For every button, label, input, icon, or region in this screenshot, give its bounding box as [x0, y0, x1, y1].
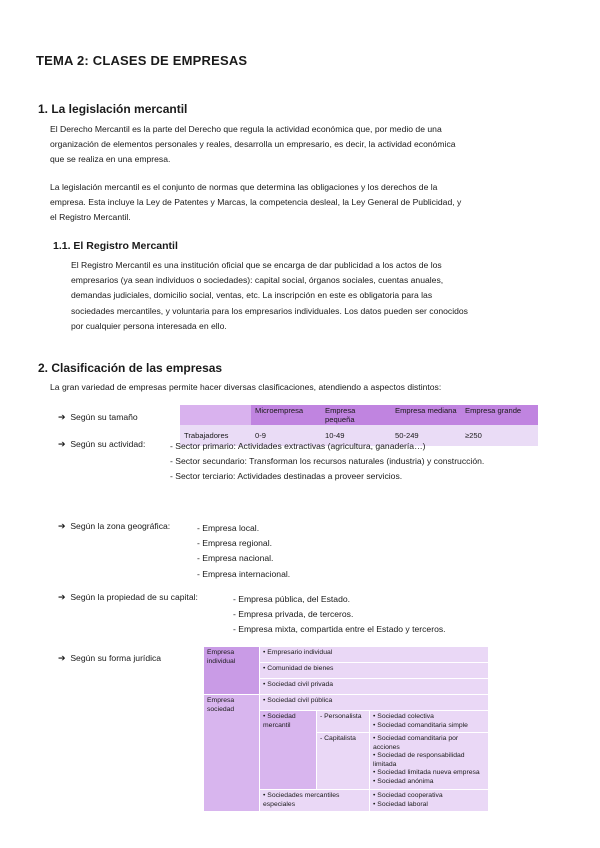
legal-form-table: [203, 646, 489, 812]
list-item: - Sector terciario: Actividades destinadas a proveer servicios.: [170, 471, 403, 482]
list-item: • Sociedad civil privada: [260, 679, 489, 695]
size-table-cell: 50-249: [391, 425, 461, 446]
page-title: TEMA 2: CLASES DE EMPRESAS: [36, 53, 248, 68]
section-2-intro: La gran variedad de empresas permite hacer diversas clasificaciones, atendiendo a aspectos distintos:: [50, 382, 442, 392]
list-item: • Comunidad de bienes: [260, 663, 489, 679]
arrow-icon: ➔: [58, 521, 66, 531]
arrow-icon: ➔: [58, 592, 66, 602]
section-2-heading: 2. Clasificación de las empresas: [38, 361, 223, 375]
list-item: - Empresa local.: [197, 523, 260, 533]
list-item: - Sector secundario: Transforman los recursos naturales (industria) y construcción.: [170, 456, 485, 467]
individual-header: Empresa individual: [204, 647, 260, 695]
list-item: - Empresa regional.: [197, 538, 272, 549]
size-table-header-cell: Empresa mediana: [391, 405, 461, 425]
list-item: - Empresa internacional.: [197, 568, 291, 579]
mercantil-cell: • Sociedad mercantil: [260, 711, 317, 790]
list-item: - Empresa mixta, compartida entre el Estado y terceros.: [233, 624, 446, 635]
size-table-header: [180, 405, 538, 425]
size-table-header-cell: Empresa grande: [461, 405, 538, 425]
criterion-activity: ➔ Según su actividad:: [58, 439, 146, 449]
size-table-header-cell: Empresa pequeña: [321, 405, 391, 425]
size-table-cell: ≥250: [461, 425, 538, 446]
sociedad-header: Empresa sociedad: [204, 695, 260, 812]
arrow-icon: ➔: [58, 412, 66, 422]
criterion-zone: ➔ Según la zona geográfica:: [58, 521, 171, 531]
list-item: • Sociedad civil pública: [260, 695, 489, 711]
list-item: - Empresa nacional.: [197, 553, 274, 564]
criterion-capital: ➔ Según la propiedad de su capital:: [58, 592, 198, 602]
section-1-paragraph-2: La legislación mercantil es el conjunto de normas que determina las obligaciones y los derechos de la empresa. Esta incluye la Ley de Patentes y Marcas, la competencia desleal, la Ley General de Publicidad, y el Registro Mercantil.: [50, 182, 462, 223]
especiales-cell: • Sociedades mercantiles especiales: [260, 790, 370, 812]
size-table-header-cell: Microempresa: [251, 405, 321, 425]
list-item: - Empresa pública, del Estado.: [233, 594, 351, 604]
size-table-cell: Trabajadores: [180, 425, 251, 446]
personalista-list: • Sociedad colectiva • Sociedad comanditaria simple: [370, 711, 489, 733]
list-item: - Empresa privada, de terceros.: [233, 609, 354, 620]
capitalista-cell: - Capitalista: [317, 733, 370, 790]
subsection-1-1-paragraph: El Registro Mercantil es una institución oficial que se encarga de dar publicidad a los actos de los empresarios (ya sean individuos o sociedades): capital social, órganos sociales, cuentas anuales, demandas judiciales, domicilio social, ventas, etc. La inscripción en este es obligatoria para las sociedades mercantiles, y voluntaria para los empresarios individuales. Los datos pueden ser conocidos por cualquier persona interesada en ello.: [71, 260, 468, 331]
criterion-size: ➔ Según su tamaño: [58, 412, 138, 422]
subsection-1-1-heading: 1.1. El Registro Mercantil: [53, 240, 178, 252]
criterion-legal-form: ➔ Según su forma jurídica: [58, 653, 162, 663]
personalista-cell: - Personalista: [317, 711, 370, 733]
list-item: - Sector primario: Actividades extractivas (agricultura, ganadería…): [170, 441, 426, 451]
capitalista-list: • Sociedad comanditaria por acciones • Sociedad de responsabilidad limitada • Sociedad limitada nueva empresa • Sociedad anónima: [370, 733, 489, 790]
zone-list: [197, 521, 290, 582]
list-item: • Empresario individual: [260, 647, 489, 663]
capital-list: [233, 592, 446, 638]
arrow-icon: ➔: [58, 439, 66, 449]
size-table-cell: 0-9: [251, 425, 321, 446]
section-1-heading: 1. La legislación mercantil: [38, 102, 188, 116]
size-table-header-cell: [180, 405, 251, 425]
arrow-icon: ➔: [58, 653, 66, 663]
size-table-cell: 10-49: [321, 425, 391, 446]
especiales-list: • Sociedad cooperativa • Sociedad laboral: [370, 790, 489, 812]
activity-list: [170, 439, 484, 485]
section-1-paragraph-1: El Derecho Mercantil es la parte del Derecho que regula la actividad económica que, por medio de una organización de elementos personales y reales, desarrolla un empresario, es decir, la actividad económica que se realiza en una empresa.: [50, 124, 456, 165]
